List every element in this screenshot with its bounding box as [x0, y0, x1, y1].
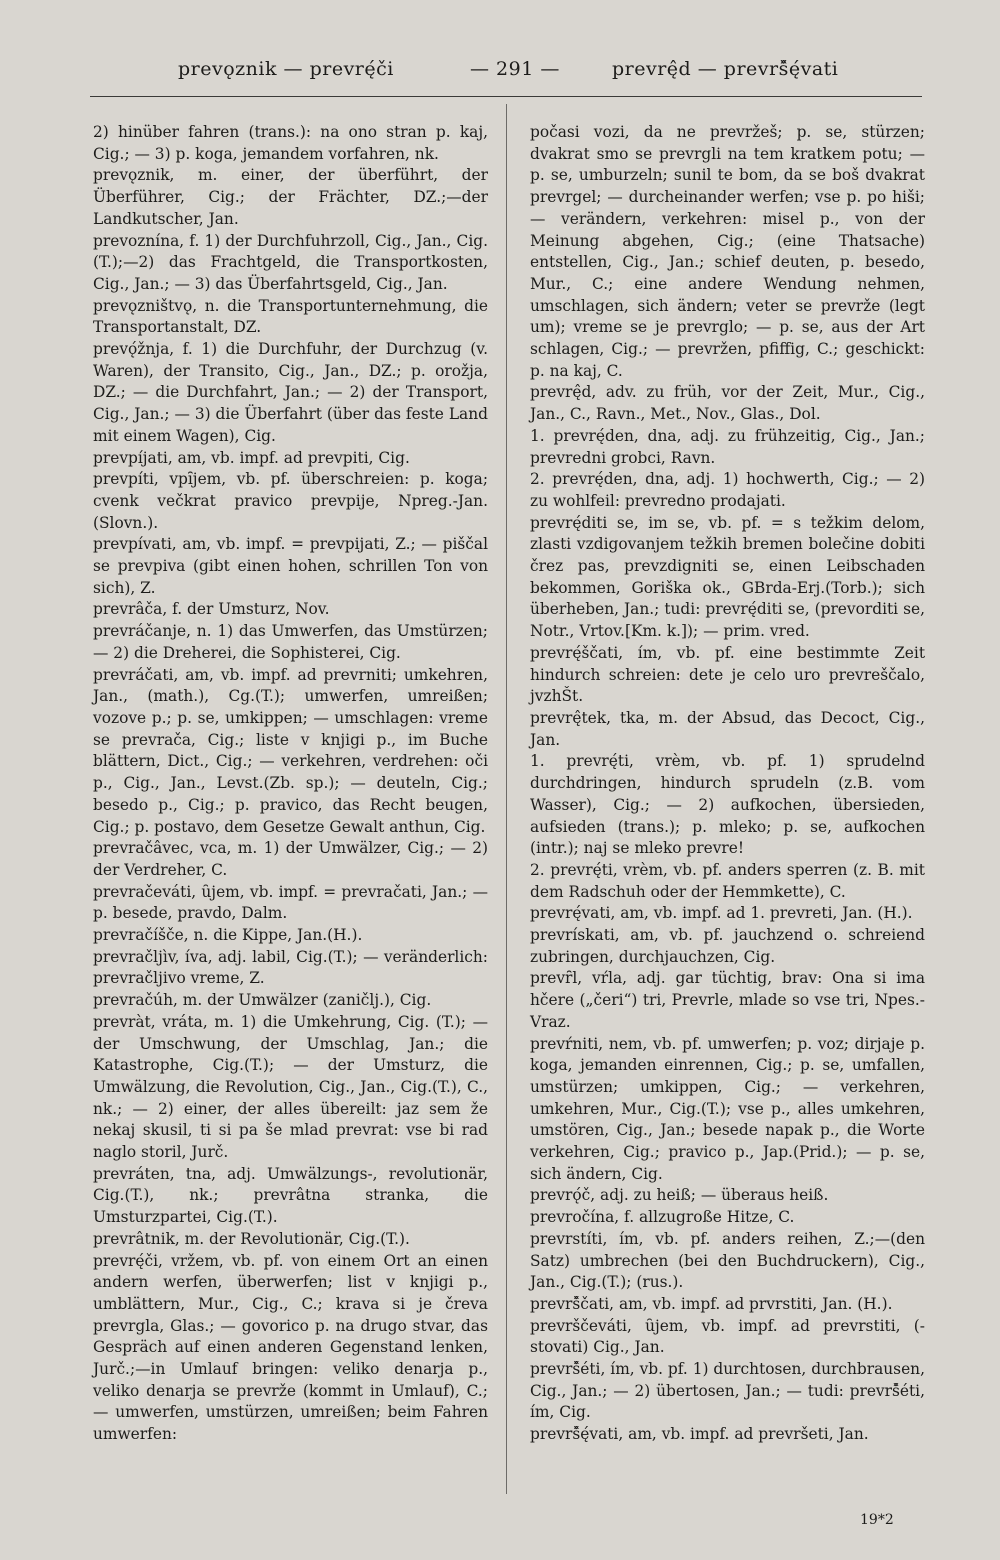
page-number: — 291 — — [470, 58, 560, 80]
header-right-guidewords: prevrę̂d — prevrš̂ę́vati — [612, 58, 839, 80]
header-left-guidewords: prevǫznik — prevrę́či — [178, 58, 394, 80]
signature-mark: 19*2 — [860, 1512, 894, 1528]
dictionary-entry: prevrę́diti se, im se, vb. pf. = s težkim delom, zlasti vzdigovanjem težkih bremen bolečine dobiti črez pas, prevzdigniti se, einen Leibschaden bekommen, Goriška ok., GBrda-Erj.(Torb.); sich überheben, Jan.; tudi: prevrę́diti se, (prevorditi se, Notr., Vrtov.[Km. k.]); — prim. vred. — [530, 513, 925, 641]
dictionary-entry: 2. prevrę́ti, vrèm, vb. pf. anders sperren (z. B. mit dem Radschuh oder der Hemmkette), C. — [530, 860, 925, 901]
dictionary-entry: prevračúh, m. der Umwälzer (zaničlj.), Cig. — [93, 991, 432, 1010]
dictionary-entry: prevráčati, am, vb. impf. ad prevrniti; umkehren, Jan., (math.), Cg.(T.); umwerfen, umreißen; vozove p.; p. se, umkippen; — umschlagen: vreme se prevrača, Cig.; liste v knjigi p., im Buche blättern, Dict., Cig.; — verkehren, verdrehen: oči p., Cig., Jan., Levst.(Zb. sp.); — deuteln, Cig.; besedo p., Cig.; p. pravico, das Recht beugen, Cig.; p. postavo, dem Gesetze Gewalt anthun, Cig. — [93, 665, 488, 836]
dictionary-entry: 1. prevrę́den, dna, adj. zu frühzeitig, Cig., Jan.; prevredni grobci, Ravn. — [530, 426, 925, 467]
running-header — [0, 58, 1000, 88]
dictionary-entry: 2. prevrę́den, dna, adj. 1) hochwerth, Cig.; — 2) zu wohlfeil: prevredno prodajati. — [530, 470, 925, 510]
dictionary-entry: prevrš̂ę́vati, am, vb. impf. ad prevršeti, Jan. — [530, 1425, 869, 1444]
dictionary-entry: prevračâvec, vca, m. 1) der Umwälzer, Cig.; — 2) der Verdreher, C. — [93, 839, 488, 879]
dictionary-entry: prevrę̂d, adv. zu früh, vor der Zeit, Mur., Cig., Jan., C., Ravn., Met., Nov., Glas., Dol. — [530, 383, 925, 424]
dictionary-entry: prevpíjati, am, vb. impf. ad prevpiti, Cig. — [93, 448, 410, 467]
dictionary-entry: prevǫ́žnja, f. 1) die Durchfuhr, der Durchzug (v. Waren), der Transito, Cig., Jan., DZ.; p. orožja, DZ.; — die Durchfahrt, Jan.; — 2) der Transport, Cig., Jan.; — 3) die Überfahrt (über das feste Land mit einem Wagen), Cig. — [93, 340, 488, 445]
dictionary-entry: prevpíti, vpȋjem, vb. pf. überschreien: p. koga; cvenk večkrat pravico prevpije, Npreg.-Jan. (Slovn.). — [93, 470, 488, 532]
dictionary-entry: prevǫzništvǫ, n. die Transportunternehmung, die Transportanstalt, DZ. — [93, 296, 488, 337]
dictionary-entry: prevračljìv, íva, adj. labil, Cig.(T.); — veränderlich: prevračljivo vreme, Z. — [93, 947, 488, 988]
dictionary-entry: 2) hinüber fahren (trans.): na ono stran p. kaj, Cig.; — 3) p. koga, jemandem vorfahren, nk. — [93, 123, 488, 163]
dictionary-entry: 1. prevrę́ti, vrèm, vb. pf. 1) sprudelnd durchdringen, hindurch sprudeln (z.B. vom Wasser), Cig.; — 2) aufkochen, übersieden, aufsieden (trans.); p. mleko; p. se, aufkochen (intr.); naj se mleko prevre! — [530, 752, 925, 858]
dictionary-entry: prevračíšče, n. die Kippe, Jan.(H.). — [93, 926, 363, 945]
right-column — [530, 122, 925, 1446]
dictionary-entry: prevráten, tna, adj. Umwälzungs-, revolutionär, Cig.(T.), nk.; prevrâtna stranka, die Umsturzpartei, Cig.(T.). — [93, 1164, 488, 1227]
dictionary-entry: prevrâtnik, m. der Revolutionär, Cig.(T.). — [93, 1229, 410, 1248]
dictionary-entry: prevráčanje, n. 1) das Umwerfen, das Umstürzen; — 2) die Dreherei, die Sophisterei, Cig. — [93, 622, 488, 662]
left-column — [93, 122, 488, 1446]
dictionary-entry: prevŕniti, nem, vb. pf. umwerfen; p. voz; dirjaje p. koga, jemanden einrennen, Cig.; p. se, umfallen, umstürzen; umkippen, Cig.; — verkehren, umkehren, Mur., Cig.(T.); vse p., alles umkehren, umstören, Cig., Jan.; besede napak p., die Worte verkehren, Cig.; pravico p., Jap.(Prid.); — p. se, sich ändern, Cig. — [530, 1034, 925, 1183]
header-rule — [90, 96, 922, 97]
dictionary-entry: prevrščeváti, ȗjem, vb. impf. ad prevrstiti, (-stovati) Cig., Jan. — [530, 1316, 925, 1357]
dictionary-entry: prevȓl, vŕla, adj. gar tüchtig, brav: Ona si ima hčere („čeri“) tri, Prevrle, mlade so vse tri, Npes.-Vraz. — [530, 969, 925, 1031]
dictionary-entry: prevrš̂éti, ím, vb. pf. 1) durchtosen, durchbrausen, Cig., Jan.; — 2) übertosen, Jan.; — tudi: prevrš̂éti, ím, Cig. — [530, 1360, 925, 1422]
column-divider — [506, 104, 507, 1494]
dictionary-entry: prevrstíti, ím, vb. pf. anders reihen, Z.;—(den Satz) umbrechen (bei den Buchdruckern), Cig., Jan., Cig.(T.); (rus.). — [530, 1229, 925, 1292]
dictionary-entry: prevrę́či, vržem, vb. pf. von einem Ort an einen andern werfen, überwerfen; list v knjigi p., umblättern, Mur., Cig., C.; krava si je čreva prevrgla, Glas.; — govorico p. na drugo stvar, das Gespräch auf einen anderen Gegenstand lenken, Jurč.;—in Umlauf bringen: veliko denarja p., veliko denarja se prevrže (kommt in Umlauf), C.; — umwerfen, umstürzen, umreißen; beim Fahren umwerfen: — [93, 1251, 488, 1444]
dictionary-entry: prevrę́vati, am, vb. impf. ad 1. prevreti, Jan. (H.). — [530, 904, 913, 923]
dictionary-entry: počasi vozi, da ne prevržeš; p. se, stürzen; dvakrat smo se prevrgli na tem kratkem potu; — p. se, umburzeln; sunil te bom, da se boš dvakrat prevrgel; — durcheinander werfen; vse p. po hiši; — verändern, verkehren: misel p., von der Meinung abgehen, Cig.; (eine Thatsache) entstellen, Cig., Jan.; schief deuten, p. besedo, Mur., C.; eine andere Wendung nehmen, umschlagen, sich ändern; veter se prevrže (legt um); vreme se je prevrglo; — p. se, aus der Art schlagen, Cig.; — prevržen, pfiffig, C.; geschickt: p. na kaj, C. — [530, 123, 925, 380]
dictionary-entry: prevràt, vráta, m. 1) die Umkehrung, Cig. (T.); — der Umschwung, der Umschlag, Jan.; die Katastrophe, Cig.(T.); — der Umsturz, die Umwälzung, die Revolution, Cig., Jan., Cig.(T.), C., nk.; — 2) einer, der alles übereilt: jaz sem že nekaj skusil, ti si pa še mlad prevrat: vse bi rad naglo storil, Jurč. — [93, 1012, 488, 1162]
dictionary-entry: prevrę́ščati, ím, vb. pf. eine bestimmte Zeit hindurch schreien: dete je celo uro prevreščalo, jvzhŠt. — [530, 643, 925, 706]
dictionary-entry: prevrískati, am, vb. pf. jauchzend o. schreiend zubringen, durchjauchzen, Cig. — [530, 926, 925, 966]
dictionary-entry: prevračeváti, ȗjem, vb. impf. = prevračati, Jan.; — p. besede, pravdo, Dalm. — [93, 882, 488, 923]
dictionary-entry: prevoznína, f. 1) der Durchfuhrzoll, Cig., Jan., Cig.(T.);—2) das Frachtgeld, die Transportkosten, Cig., Jan.; — 3) das Überfahrtsgeld, Cig., Jan. — [93, 231, 488, 293]
dictionary-entry: prevrâča, f. der Umsturz, Nov. — [93, 600, 330, 619]
dictionary-entry: prevrę̂tek, tka, m. der Absud, das Decoct, Cig., Jan. — [530, 708, 925, 749]
dictionary-entry: prevrǫ́č, adj. zu heiß; — überaus heiß. — [530, 1186, 829, 1205]
dictionary-entry: prevrš̂čati, am, vb. impf. ad prvrstiti, Jan. (H.). — [530, 1294, 893, 1313]
dictionary-entry: prevročína, f. allzugroße Hitze, C. — [530, 1208, 795, 1227]
dictionary-entry: prevǫznik, m. einer, der überführt, der Überführer, Cig.; der Frächter, DZ.;—der Landkutscher, Jan. — [93, 166, 488, 228]
dictionary-entry: prevpívati, am, vb. impf. = prevpijati, Z.; — piščal se prevpiva (gibt einen hohen, schrillen Ton von sich), Z. — [93, 535, 488, 597]
